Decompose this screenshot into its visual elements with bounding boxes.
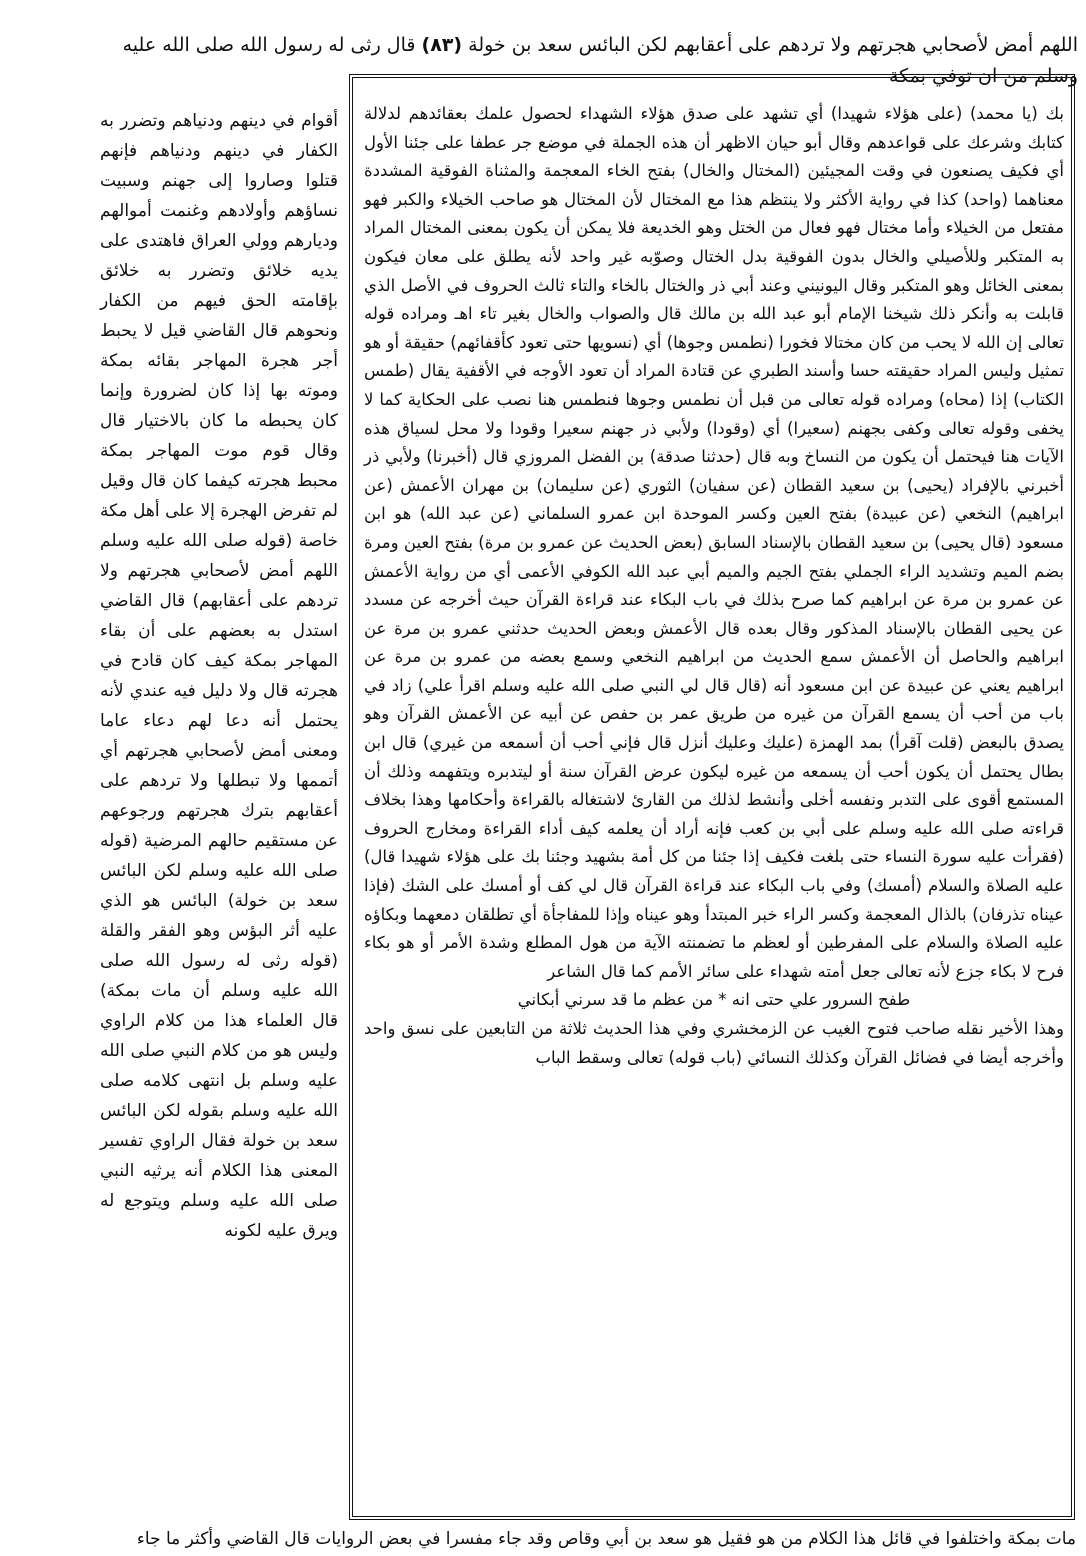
margin-paragraph: أقوام في دينهم ودنياهم وتضرر به الكفار في دينهم ودنياهم فإنهم قتلوا وصاروا إلى جهنم وسبيت نساؤهم وأولادهم وغنمت أموالهم وديارهم وولي العراق فاهتدى على يديه خلائق وتضرر به خلائق بإقامته الحق فيهم من الكفار ونحوهم قال القاضي قيل لا يحبط أجر هجرة المهاجر بقائه بمكة وموته بها إذا كان لضرورة وإنما كان يحبطه ما كان بالاختيار قال وقال قوم موت المهاجر بمكة محبط هجرته كيفما كان قال وقيل لم تفرض الهجرة إلا على أهل مكة خاصة (قوله صلى الله عليه وسلم اللهم أمض لأصحابي هجرتهم ولا تردهم على أعقابهم) قال القاضي استدل به بعضهم على أن بقاء المهاجر بمكة كيف كان قادح في هجرته قال ولا دليل فيه عندي لأنه يحتمل أنه دعا لهم دعاء عاما ومعنى أمض لأصحابي هجرتهم أي أتممها ولا تبطلها ولا تردهم على أعقابهم بترك هجرتهم ورجوعهم عن مستقيم حالهم المرضية (قوله صلى الله عليه وسلم لكن البائس سعد بن خولة) البائس هو الذي عليه أثر البؤس وهو الفقر والقلة (قوله رثى له رسول الله صلى الله عليه وسلم أن مات بمكة) قال العلماء هذا من كلام الراوي وليس هو من كلام النبي صلى الله عليه وسلم بل انتهى كلامه صلى الله عليه وسلم بقوله لكن البائس سعد بن خولة فقال الراوي تفسير المعنى هذا الكلام أنه يرثيه النبي صلى الله عليه وسلم ويتوجع له ويرق عليه لكونه <box>100 111 338 1241</box>
poetry-verse: طفح السرور علي حتى انه * من عظم ما قد سرني أبكاني <box>517 990 911 1010</box>
header-text-left: قال رثى له رسول الله صلى الله عليه وسلم من ان توفي بمكة <box>122 34 1078 87</box>
header-text-right: اللهم أمض لأصحابي هجرتهم ولا تردهم على أعقابهم لكن البائس سعد بن خولة <box>468 34 1078 56</box>
main-commentary-text <box>364 100 1064 1510</box>
page-footer-text: مات بمكة واختلفوا في قائل هذا الكلام من هو فقيل هو سعد بن أبي وقاص وقد جاء مفسرا في بعض الروايات قال القاضي وأكثر ما جاء <box>136 1529 1076 1549</box>
main-paragraph: وهذا الأخير نقله صاحب فتوح الغيب عن الزمخشري وفي هذا الحديث ثلاثة من التابعين على نسق واحد وأخرجه أيضا في فضائل القرآن وكذلك النسائي (باب قوله) تعالى وسقط الباب <box>364 1019 1064 1067</box>
main-paragraph: بك (يا محمد) (على هؤلاء شهيدا) أي تشهد على صدق هؤلاء الشهداء لحصول علمك بعقائدهم لدلالة كتابك وشرعك على قواعدهم وقال أبو حيان الاظهر أن هذه الجملة في موضع جر عطفا على جئنا الأول أي فكيف يصنعون في وقت المجيئين (المختال والخال) بفتح الخاء المعجمة والمثناة الفوقية المشددة معناهما (واحد) كذا في رواية الأكثر ولا ينتظم هذا مع المختال لأن المختال هو صاحب الخيلاء والكبر فهو مفتعل من الخيلاء وأما مختال فهو فعال من الختل وهو الخديعة فلا يمكن أن يكون بمعنى المختال المراد به المتكبر وللأصيلي والخال بدون الفوقية بدل الختال وصوّبه غير واحد لأنه يطلق على معان فيكون بمعنى الخائل وهو المتكبر وقال اليونيني وعند أبي ذر والختال بالخاء والتاء ثالث الحروف في الأصل الذي قابلت به وأنكر ذلك شيخنا الإمام أبو عبد الله بن مالك قال والصواب والخال بغير تاء اهـ ومراده قوله تعالى إن الله لا يحب من كان مختالا فخورا (نطمس وجوها) أي (نسويها حتى تعود كأقفائهم) حقيقة أو هو تمثيل وليس المراد حقيقته حسا وأسند الطبري عن قتادة المراد أن تعود الأوجه في الأقفية يقال (طمس الكتاب) إذا (محاه) ومراده قوله تعالى من قبل أن نطمس وجوها فنطمس هنا نصب على الحكاية كما لا يخفى وقوله تعالى وكفى بجهنم (سعيرا) أي (وقودا) ولأبي ذر جهنم سعيرا وقودا ولا محل لسياق هذه الآيات هنا فيحتمل أن يكون من النساخ وبه قال (حدثنا صدقة) بن الفضل المروزي قال (أخبرنا) ولأبي ذر أخبرني بالإفراد (يحيى) بن سعيد القطان (عن سفيان) الثوري (عن سليمان) بن مهران الأعمش (عن ابراهيم) النخعي (عن عبيدة) بفتح العين وكسر الموحدة ابن عمرو السلماني (عن عبد الله) هو ابن مسعود (قال يحيى) بن سعيد القطان بالإسناد السابق (بعض الحديث عن عمرو بن مرة) بفتح العين ومرة بضم الميم وتشديد الراء الجملي بفتح الجيم والميم أبي عبد الله الكوفي الأعمى أي من رواية الأعمش عن عمرو بن مرة عن ابراهيم كما صرح بذلك في باب البكاء عند قراءة القرآن حيث أخرجه عن مسدد عن يحيى القطان بالإسناد المذكور وقال بعده قال الأعمش وبعض الحديث حدثني عمرو بن مرة عن ابراهيم والحاصل أن الأعمش سمع الحديث من ابراهيم النخعي وسمع بعضه من عمرو بن مرة عن ابراهيم يعني عن عبيدة عن ابن مسعود أنه (قال قال لي النبي صلى الله عليه وسلم اقرأ علي) زاد في باب من أحب أن يسمع القرآن من غيره من طريق عمر بن حفص عن أبيه عن الأعمش القرآن وهو يصدق بالبعض (قلت آقرأ) بمد الهمزة (عليك وعليك أنزل قال فإني أحب أن أسمعه من غيري) قال ابن بطال يحتمل أن يكون أحب أن يسمعه من غيره ليكون عرض القرآن سنة أو ليتدبره ويتفهمه وذلك أن المستمع أقوى على التدبر ونفسه أخلى وأنشط لذلك من القارئ لاشتغاله بالقراءة وأحكامها وهذا بخلاف قراءته صلى الله عليه وسلم على أبي بن كعب فإنه أراد أن يعلمه كيف أداء القراءة ومخارج الحروف (فقرأت عليه سورة النساء حتى بلغت فكيف إذا جئنا من كل أمة بشهيد وجئنا بك على هؤلاء شهيدا قال) عليه الصلاة والسلام (أمسك) وفي باب البكاء عند قراءة القرآن قال لي كف أو أمسك على الشك (فإذا عيناه تذرفان) بالذال المعجمة وكسر الراء خبر المبتدأ وهو عيناه وإذا للمفاجأة أي تطلقان دمعهما وبكاؤه عليه الصلاة والسلام على المفرطين أو لعظم ما تضمنته الآية من هول المطلع وشدة الأمر أو هو بكاء فرح لا بكاء جزع لأنه تعالى جعل أمته شهداء على سائر الأمم كما قال الشاعر <box>364 104 1064 981</box>
margin-commentary-text <box>100 106 338 1496</box>
page-number: (٨٣) <box>421 34 463 56</box>
